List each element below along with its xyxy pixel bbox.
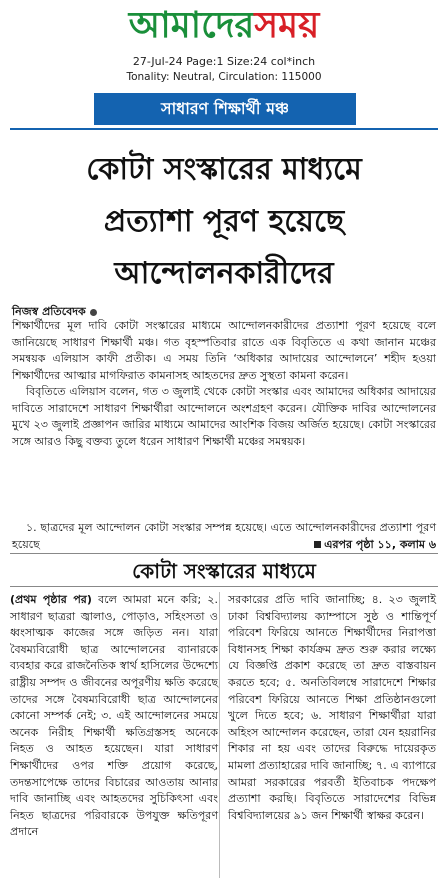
headline-line-3: আন্দোলনকারীদের (114, 256, 334, 291)
section-divider-2 (10, 586, 438, 587)
page-jump (314, 537, 436, 554)
article-paragraph-1: শিক্ষার্থীদের মূল দাবি কোটা সংস্কারের মাধ্যমে আন্দোলনকারীদের প্রত্যাশা পূরণ হয়েছে বলে জানিয়েছে সাধারণ শিক্ষার্থী মঞ্চ। গত বৃহস্পতিবার রাতে এক বিবৃতিতে এ কথা জানান মঞ্চের সমন্বয়ক এলিয়াস কাফী প্রতীক। এ সময় তিনি ‘অধিকার আদায়ের আন্দোলনে’ শহীদ হওয়া শিক্ষার্থীদের আত্মার মাগফিরাত কামনাসহ আহতদের দ্রুত সুস্থতা কামনা করেন। (12, 319, 436, 382)
byline-text: নিজস্ব প্রতিবেদক (12, 305, 86, 318)
continuation-lead: (প্রথম পৃষ্ঠার পর) (10, 593, 92, 606)
newspaper-masthead (0, 2, 448, 48)
section-band: সাধারণ শিক্ষার্থী মঞ্চ (94, 93, 356, 125)
column-divider (219, 592, 220, 878)
section-divider (10, 553, 438, 554)
page-jump-text: এরপর পৃষ্ঠা ১১, কলাম ৬ (324, 537, 436, 551)
article-paragraph-3-block (12, 520, 436, 553)
article-paragraph-3: ১. ছাত্রদের মূল আন্দোলন কোটা সংস্কার সম্পন্ন হয়েছে। এতে আন্দোলনকারীদের প্রত্যাশা পূরণ হয়েছে (12, 521, 436, 551)
continuation-left-text: বলে আমরা মনে করি; ২. সাধারণ ছাত্ররা জ্বালাও, পোড়াও, সহিংসতা ও ধ্বংসাত্মক কাজের সঙ্গে জড়িত নন। যারা বৈষম্যবিরোধী ছাত্র আন্দোলনের ব্যানারকে ব্যবহার করে রাজনৈতিক স্বার্থ হাসিলের উদ্দেশ্যে রাষ্ট্রীয় সম্পদ ও জীবনের অপূরণীয় ক্ষতি করেছে তাদের সঙ্গে বৈষম্যবিরোধী ছাত্র আন্দোলনের কোনো সম্পর্ক নেই; ৩. এই আন্দোলনের সময়ে অনেক নিরীহ শিক্ষার্থী ক্ষতিগ্রস্তসহ অনেকে নিহত ও আহত হয়েছেন। যারা সাধারণ শিক্ষার্থীদের ওপর শক্তি প্রয়োগ করেছে, তদন্তসাপেক্ষে তাদের বিচারের আওতায় আনার দাবি জানাচ্ছি এবং আহতদের সুচিকিৎসা এবং নিহত ছাত্রদের পরিবারকে উপযুক্ত ক্ষতিপূরণ প্রদানে (10, 593, 218, 839)
masthead-part-2: সময় (254, 4, 320, 46)
clipping-meta-tonality: Tonality: Neutral, Circulation: 115000 (126, 71, 322, 83)
article-body (12, 318, 436, 450)
clipping-meta-date-page: 27-Jul-24 Page:1 Size:24 col*inch (132, 55, 316, 68)
article-paragraph-2: বিবৃতিতে এলিয়াস বলেন, গত ৩ জুলাই থেকে কোটা সংস্কার এবং আমাদের অধিকার আদায়ের দাবিতে সারাদেশে সাধারণ শিক্ষার্থীরা আন্দোলনে অংশগ্রহণ করেন। যৌক্তিক দাবির আন্দোলনের মুখে ২৩ জুলাই প্রজ্ঞাপন জারির মাধ্যমে আমাদের আংশিক বিজয় অর্জিত হয়েছে। কোটা সংস্কারের সঙ্গে আরও কিছু বক্তব্য তুলে ধরেন সাধারণ শিক্ষার্থী মঞ্চের সমন্বয়ক। (12, 385, 436, 448)
headline-line-1: কোটা সংস্কারের মাধ্যমে (86, 152, 362, 187)
bullet-dot-icon (90, 309, 97, 316)
continuation-subhead: কোটা সংস্কারের মাধ্যমে (132, 559, 316, 583)
headline-line-2: প্রত্যাশা পূরণ হয়েছে (103, 204, 345, 239)
top-rule (10, 128, 438, 130)
square-bullet-icon (314, 541, 321, 548)
continuation-column-left (10, 592, 218, 841)
masthead-part-1: আমাদের (128, 4, 255, 46)
continuation-column-right: সরকারের প্রতি দাবি জানাচ্ছি; ৪. ২৩ জুলাই ঢাকা বিশ্ববিদ্যালয় ক্যাম্পাসে সুষ্ঠ ও শান্তিপূর্ণ পরিবেশ ফিরিয়ে আনতে শিক্ষার্থীদের নিরাপত্তা বিধানসহ শিক্ষা কার্যক্রম দ্রুত শুরু করার লক্ষ্যে যে বিজ্ঞপ্তি প্রকাশ করেছে তা দ্রুত বাস্তবায়ন করতে হবে; ৫. অনতিবিলম্বে সারাদেশে শিক্ষার পরিবেশ ফিরিয়ে আনতে শিক্ষা প্রতিষ্ঠানগুলো খুলে দিতে হবে; ৬. সাধারণ শিক্ষার্থীরা যারা অহিংস আন্দোলন করেছেন, তারা যেন হয়রানির শিকার না হয় এবং তাদের বিরুদ্ধে দায়েরকৃত মামলা প্রত্যাহারের দাবি জানাচ্ছি; ৭. এ ব্যাপারে আমরা সরকারের পরবর্তী ইতিবাচক পদক্ষেপ প্রত্যাশা করছি। বিবৃতিতে সারাদেশের বিভিন্ন বিশ্ববিদ্যালয়ের ৯১ জন শিক্ষার্থী স্বাক্ষর করেন। (228, 593, 436, 822)
